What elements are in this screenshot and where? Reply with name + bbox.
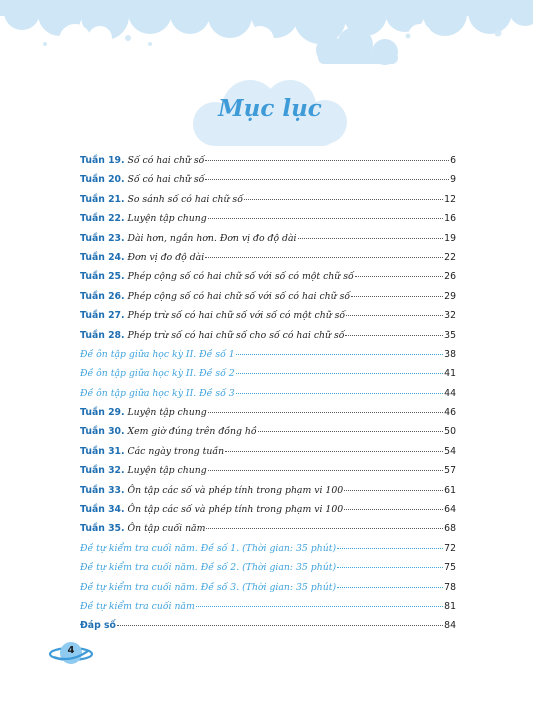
toc-entry-number: Tuần 23. [80, 232, 125, 244]
toc-entry-label [80, 174, 204, 185]
toc-entry-number: Đáp số [80, 620, 116, 632]
toc-page-number: 61 [444, 484, 456, 496]
toc-entry-number: Tuần 26. [80, 290, 125, 302]
toc-entry-label [80, 523, 205, 534]
toc-test-entry[interactable] [80, 601, 456, 620]
toc-entry-number: Tuần 22. [80, 213, 125, 225]
table-of-contents [80, 155, 456, 640]
toc-page-number: 81 [444, 600, 456, 612]
toc-page-number: 32 [444, 310, 456, 322]
dot-leader [205, 159, 449, 161]
toc-test-entry[interactable] [80, 349, 456, 368]
dot-leader [236, 392, 443, 394]
toc-entry-title: Xem giờ đúng trên đồng hồ [124, 426, 257, 438]
toc-entry-title: Số có hai chữ số [124, 155, 205, 166]
toc-week-entry[interactable] [80, 446, 456, 465]
toc-page-number: 16 [444, 213, 456, 225]
toc-page-number: 6 [450, 155, 456, 166]
dot-leader [337, 566, 443, 568]
toc-entry-label [80, 485, 343, 496]
toc-entry-title: Các ngày trong tuần [124, 445, 225, 457]
toc-entry-label [80, 407, 207, 418]
toc-entry-title: Dài hơn, ngắn hơn. Đơn vị đo độ dài [124, 232, 297, 244]
toc-entry-title: Đề tự kiểm tra cuối năm. Đề số 2. (Thời gian: 35 phút) [80, 562, 337, 574]
toc-entry-label [80, 582, 336, 593]
toc-entry-label [80, 233, 297, 244]
toc-entry-label [80, 601, 195, 612]
toc-entry-number: Tuần 24. [80, 251, 125, 263]
toc-week-entry[interactable] [80, 523, 456, 542]
toc-entry-label [80, 446, 224, 457]
toc-entry-title: Đề tự kiểm tra cuối năm. Đề số 1. (Thời gian: 35 phút) [80, 542, 337, 554]
dot-leader [346, 314, 443, 316]
toc-week-entry[interactable] [80, 407, 456, 426]
toc-page-number: 22 [444, 251, 456, 263]
dot-leader [236, 372, 443, 374]
toc-entry-label [80, 271, 354, 282]
toc-entry-title: Phép trừ số có hai chữ số với số có một chữ số [124, 310, 346, 322]
toc-entry-label [80, 504, 343, 515]
toc-page-number: 38 [444, 348, 456, 360]
toc-page-number: 9 [450, 174, 456, 186]
toc-page-number: 72 [444, 542, 456, 554]
toc-answers-entry[interactable] [80, 620, 456, 639]
toc-entry-title: Đơn vị đo độ dài [124, 251, 205, 263]
toc-test-entry[interactable] [80, 562, 456, 581]
toc-entry-number: Tuần 33. [80, 484, 125, 496]
toc-entry-title: So sánh số có hai chữ số [124, 193, 243, 205]
toc-page-number: 50 [444, 426, 456, 438]
toc-week-entry[interactable] [80, 426, 456, 445]
toc-entry-number: Tuần 34. [80, 504, 125, 516]
toc-week-entry[interactable] [80, 310, 456, 329]
toc-entry-number: Tuần 25. [80, 271, 125, 283]
toc-test-entry[interactable] [80, 543, 456, 562]
toc-week-entry[interactable] [80, 504, 456, 523]
dot-leader [205, 178, 449, 180]
toc-entry-number: Tuần 32. [80, 465, 125, 477]
toc-week-entry[interactable] [80, 330, 456, 349]
dot-leader [236, 353, 443, 355]
toc-entry-title: Luyện tập chung [124, 407, 207, 419]
toc-entry-label [80, 310, 345, 321]
toc-page-number: 19 [444, 232, 456, 244]
toc-entry-label [80, 620, 116, 631]
toc-entry-label [80, 388, 235, 399]
toc-week-entry[interactable] [80, 271, 456, 290]
toc-entry-number: Tuần 31. [80, 445, 125, 457]
dot-leader [208, 469, 443, 471]
dot-leader [225, 450, 443, 452]
toc-entry-number: Tuần 27. [80, 310, 125, 322]
toc-entry-number: Tuần 21. [80, 193, 125, 205]
toc-entry-title: Ôn tập cuối năm [124, 523, 206, 535]
toc-entry-title: Ôn tập các số và phép tính trong phạm vi 100 [124, 484, 344, 496]
toc-page-number: 57 [444, 465, 456, 477]
toc-page-number: 12 [444, 193, 456, 205]
dot-leader [208, 217, 443, 219]
toc-week-entry[interactable] [80, 194, 456, 213]
toc-page-number: 26 [444, 271, 456, 283]
toc-entry-label [80, 426, 257, 437]
dot-leader [244, 198, 443, 200]
toc-entry-title: Đề ôn tập giữa học kỳ II. Đề số 2 [80, 368, 235, 380]
toc-test-entry[interactable] [80, 368, 456, 387]
toc-entry-label [80, 562, 336, 573]
toc-entry-title: Phép trừ số có hai chữ số cho số có hai chữ số [124, 329, 345, 341]
toc-week-entry[interactable] [80, 252, 456, 271]
toc-entry-title: Đề ôn tập giữa học kỳ II. Đề số 1 [80, 348, 235, 360]
toc-entry-label [80, 543, 336, 554]
toc-entry-label [80, 213, 207, 224]
toc-entry-number: Tuần 35. [80, 523, 125, 535]
page-title: Mục lục [218, 95, 322, 122]
cloud-banner [0, 0, 533, 70]
dot-leader [351, 295, 443, 297]
toc-week-entry[interactable] [80, 465, 456, 484]
toc-page-number: 64 [444, 504, 456, 516]
dot-leader [344, 508, 443, 510]
toc-entry-label [80, 330, 344, 341]
toc-entry-number: Tuần 20. [80, 174, 125, 186]
dot-leader [355, 275, 443, 277]
toc-entry-number: Tuần 28. [80, 329, 125, 341]
toc-page-number: 44 [444, 387, 456, 399]
dot-leader [208, 411, 443, 413]
toc-entry-label [80, 368, 235, 379]
toc-test-entry[interactable] [80, 388, 456, 407]
toc-week-entry[interactable] [80, 485, 456, 504]
dot-leader [337, 586, 443, 588]
toc-page-number: 46 [444, 407, 456, 419]
toc-entry-label [80, 155, 204, 166]
toc-page-number: 29 [444, 290, 456, 302]
toc-entry-title: Phép cộng số có hai chữ số với số có hai chữ số [124, 290, 351, 302]
dot-leader [206, 527, 443, 529]
toc-week-entry[interactable] [80, 155, 456, 174]
toc-entry-label [80, 465, 207, 476]
toc-entry-title: Luyện tập chung [124, 465, 207, 477]
toc-page-number: 35 [444, 329, 456, 341]
dot-leader [258, 430, 444, 432]
dot-leader [298, 237, 444, 239]
toc-page-number: 54 [444, 445, 456, 457]
toc-entry-label [80, 291, 350, 302]
toc-week-entry[interactable] [80, 233, 456, 252]
toc-week-entry[interactable] [80, 213, 456, 232]
toc-entry-label [80, 349, 235, 360]
toc-entry-title: Đề tự kiểm tra cuối năm [80, 600, 195, 612]
toc-page-number: 41 [444, 368, 456, 380]
toc-entry-title: Đề ôn tập giữa học kỳ II. Đề số 3 [80, 387, 235, 399]
dot-leader [205, 256, 443, 258]
toc-page-number: 68 [444, 523, 456, 535]
toc-test-entry[interactable] [80, 582, 456, 601]
toc-week-entry[interactable] [80, 174, 456, 193]
dot-leader [196, 605, 443, 607]
dot-leader [344, 489, 443, 491]
page-number: 4 [67, 645, 75, 656]
toc-entry-title: Số có hai chữ số [124, 174, 205, 186]
dot-leader [337, 547, 443, 549]
toc-entry-number: Tuần 29. [80, 407, 125, 419]
toc-entry-title: Đề tự kiểm tra cuối năm. Đề số 3. (Thời gian: 35 phút) [80, 581, 337, 593]
toc-entry-label [80, 252, 204, 263]
toc-entry-title: Phép cộng số có hai chữ số với số có một chữ số [124, 271, 354, 283]
dot-leader [117, 624, 443, 626]
dot-leader [345, 334, 443, 336]
toc-page-number: 75 [444, 562, 456, 574]
toc-entry-number: Tuần 19. [80, 155, 125, 166]
toc-page-number: 84 [444, 620, 456, 632]
toc-entry-title: Ôn tập các số và phép tính trong phạm vi 100 [124, 504, 344, 516]
toc-page-number: 78 [444, 581, 456, 593]
toc-entry-title: Luyện tập chung [124, 213, 207, 225]
toc-week-entry[interactable] [80, 291, 456, 310]
toc-entry-label [80, 194, 243, 205]
toc-entry-number: Tuần 30. [80, 426, 125, 438]
